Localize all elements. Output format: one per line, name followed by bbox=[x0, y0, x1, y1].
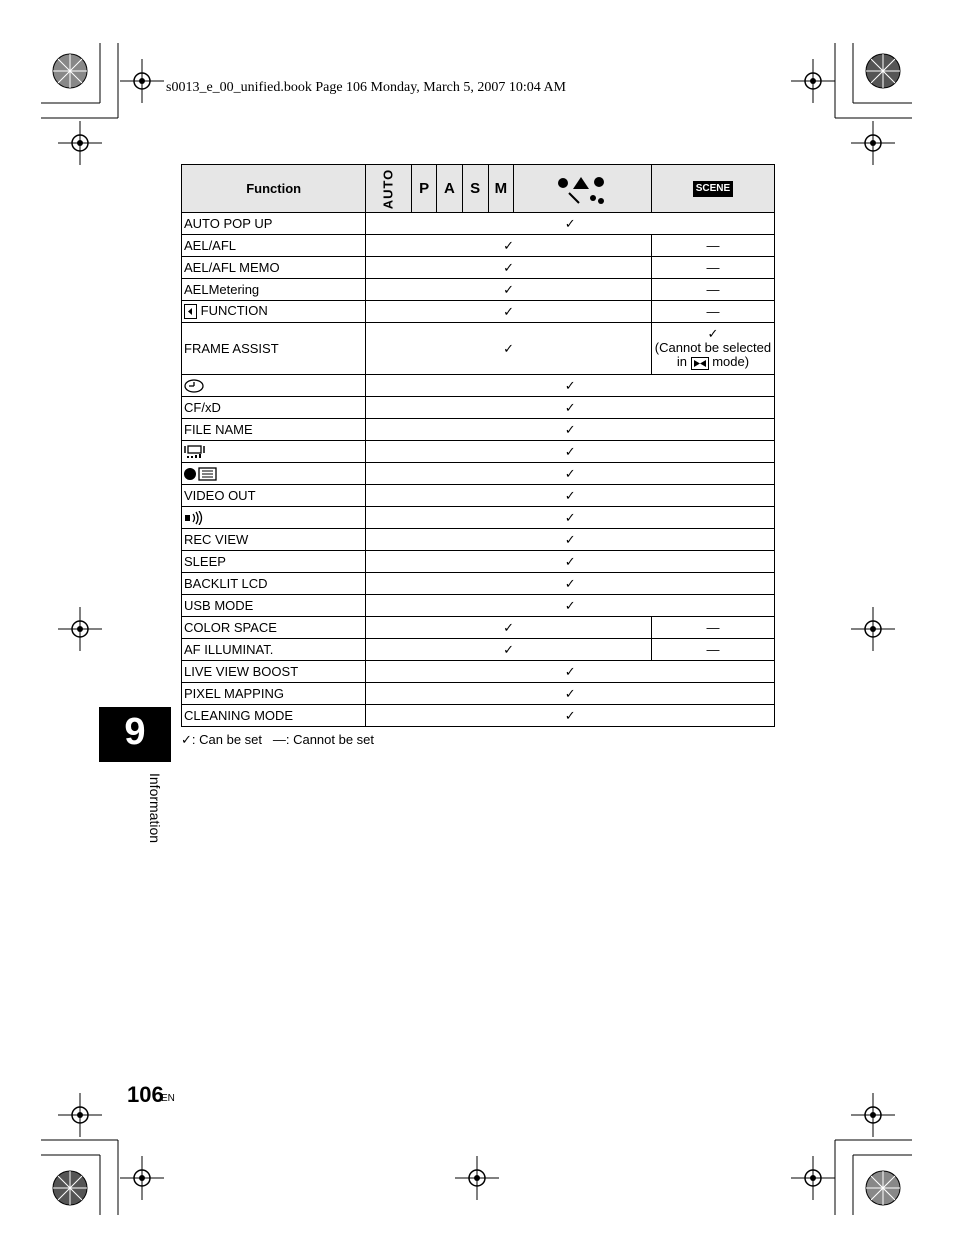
check-mark: ✓ bbox=[366, 683, 775, 705]
dash-mark: — bbox=[651, 639, 774, 661]
registration-mark bbox=[791, 59, 835, 103]
table-row bbox=[182, 375, 775, 397]
check-mark: ✓ bbox=[366, 463, 775, 485]
frame-assist-note-line1: (Cannot be selected bbox=[654, 340, 772, 356]
check-mark: ✓ bbox=[366, 485, 775, 507]
color-wheel bbox=[52, 1170, 88, 1206]
dial-function-icon bbox=[184, 304, 197, 319]
table-row bbox=[182, 323, 775, 375]
table-row bbox=[182, 661, 775, 683]
table-row bbox=[182, 441, 775, 463]
check-mark: ✓ bbox=[366, 397, 775, 419]
scene-mode-icons bbox=[553, 173, 613, 205]
row-label: SLEEP bbox=[182, 551, 366, 573]
row-label-clock bbox=[182, 375, 366, 397]
table-row bbox=[182, 705, 775, 727]
frame-assist-scene-cell bbox=[651, 323, 774, 375]
panorama-icon bbox=[691, 357, 709, 370]
header-auto: AUTO bbox=[366, 165, 412, 213]
color-wheel bbox=[52, 53, 88, 89]
check-mark: ✓ bbox=[366, 529, 775, 551]
table-row bbox=[182, 257, 775, 279]
table-row bbox=[182, 507, 775, 529]
table-row bbox=[182, 639, 775, 661]
registration-mark bbox=[58, 1093, 102, 1137]
table-row bbox=[182, 301, 775, 323]
row-label-function: FUNCTION bbox=[182, 301, 366, 323]
legend-note bbox=[181, 732, 374, 748]
header-scene-mode-icons bbox=[514, 165, 652, 213]
table-row bbox=[182, 463, 775, 485]
row-label: AEL/AFL MEMO bbox=[182, 257, 366, 279]
registration-mark bbox=[455, 1156, 499, 1200]
registration-mark bbox=[58, 607, 102, 651]
registration-mark bbox=[791, 1156, 835, 1200]
frame-assist-note-line2: in mode) bbox=[676, 354, 750, 370]
function-table bbox=[181, 164, 775, 727]
table-row bbox=[182, 573, 775, 595]
dash-mark: — bbox=[651, 257, 774, 279]
check-mark: ✓ bbox=[366, 595, 775, 617]
row-label: CLEANING MODE bbox=[182, 705, 366, 727]
table-row bbox=[182, 397, 775, 419]
color-wheel bbox=[865, 53, 901, 89]
row-label: REC VIEW bbox=[182, 529, 366, 551]
clock-icon bbox=[184, 379, 204, 393]
legend-check-symbol: ✓ bbox=[181, 732, 192, 747]
row-label: COLOR SPACE bbox=[182, 617, 366, 639]
chapter-label: Information bbox=[147, 773, 163, 844]
book-header: s0013_e_00_unified.book Page 106 Monday, March 5, 2007 10:04 AM bbox=[166, 80, 566, 95]
dash-mark: — bbox=[651, 301, 774, 323]
row-label: BACKLIT LCD bbox=[182, 573, 366, 595]
check-mark: ✓ bbox=[366, 323, 652, 375]
check-mark: ✓ bbox=[366, 235, 652, 257]
row-label: AF ILLUMINAT. bbox=[182, 639, 366, 661]
legend-dash-symbol: — bbox=[272, 732, 286, 747]
check-mark: ✓ bbox=[366, 375, 775, 397]
row-label: AUTO POP UP bbox=[182, 213, 366, 235]
check-mark: ✓ bbox=[366, 257, 652, 279]
table-row bbox=[182, 235, 775, 257]
page-number: 106 bbox=[127, 1082, 164, 1107]
row-label: LIVE VIEW BOOST bbox=[182, 661, 366, 683]
row-label: FILE NAME bbox=[182, 419, 366, 441]
row-label-beep bbox=[182, 507, 366, 529]
header-a: A bbox=[437, 165, 462, 213]
table-row bbox=[182, 485, 775, 507]
check-mark: ✓ bbox=[366, 441, 775, 463]
header-scene: SCENE bbox=[651, 165, 774, 213]
check-mark: ✓ bbox=[366, 573, 775, 595]
check-mark: ✓ bbox=[366, 419, 775, 441]
row-label: VIDEO OUT bbox=[182, 485, 366, 507]
row-label: USB MODE bbox=[182, 595, 366, 617]
dash-mark: — bbox=[651, 235, 774, 257]
row-label: FRAME ASSIST bbox=[182, 323, 366, 375]
check-mark: ✓ bbox=[366, 507, 775, 529]
dash-mark: — bbox=[651, 279, 774, 301]
check-mark: ✓ bbox=[366, 705, 775, 727]
table-row bbox=[182, 551, 775, 573]
registration-mark bbox=[851, 121, 895, 165]
registration-mark bbox=[851, 607, 895, 651]
table-row bbox=[182, 419, 775, 441]
screen-adjust-icon bbox=[184, 445, 206, 459]
registration-mark bbox=[58, 121, 102, 165]
legend-can-text: : Can be set bbox=[191, 732, 263, 747]
chapter-number: 9 bbox=[124, 711, 146, 753]
row-label: AELMetering bbox=[182, 279, 366, 301]
table-row bbox=[182, 213, 775, 235]
color-wheel bbox=[865, 1170, 901, 1206]
check-mark: ✓ bbox=[366, 639, 652, 661]
row-label: PIXEL MAPPING bbox=[182, 683, 366, 705]
table-row bbox=[182, 683, 775, 705]
check-mark: ✓ bbox=[366, 617, 652, 639]
header-m: M bbox=[488, 165, 513, 213]
row-label-language bbox=[182, 463, 366, 485]
dash-mark: — bbox=[651, 617, 774, 639]
table-row bbox=[182, 617, 775, 639]
check-mark: ✓ bbox=[366, 279, 652, 301]
row-label: AEL/AFL bbox=[182, 235, 366, 257]
language-icon bbox=[184, 466, 218, 481]
legend-cannot-text: : Cannot be set bbox=[285, 732, 375, 747]
beep-icon bbox=[184, 511, 204, 525]
page-language: EN bbox=[161, 1093, 175, 1104]
check-mark: ✓ bbox=[707, 326, 719, 342]
header-p: P bbox=[411, 165, 436, 213]
header-function: Function bbox=[182, 165, 366, 213]
registration-mark bbox=[120, 59, 164, 103]
registration-mark bbox=[851, 1093, 895, 1137]
header-s: S bbox=[462, 165, 488, 213]
chapter-tab bbox=[99, 707, 171, 762]
row-label: CF/xD bbox=[182, 397, 366, 419]
check-mark: ✓ bbox=[366, 551, 775, 573]
check-mark: ✓ bbox=[366, 301, 652, 323]
check-mark: ✓ bbox=[366, 213, 775, 235]
row-label-screen-adjust bbox=[182, 441, 366, 463]
table-row bbox=[182, 529, 775, 551]
table-row bbox=[182, 279, 775, 301]
check-mark: ✓ bbox=[366, 661, 775, 683]
table-row bbox=[182, 595, 775, 617]
registration-mark bbox=[120, 1156, 164, 1200]
